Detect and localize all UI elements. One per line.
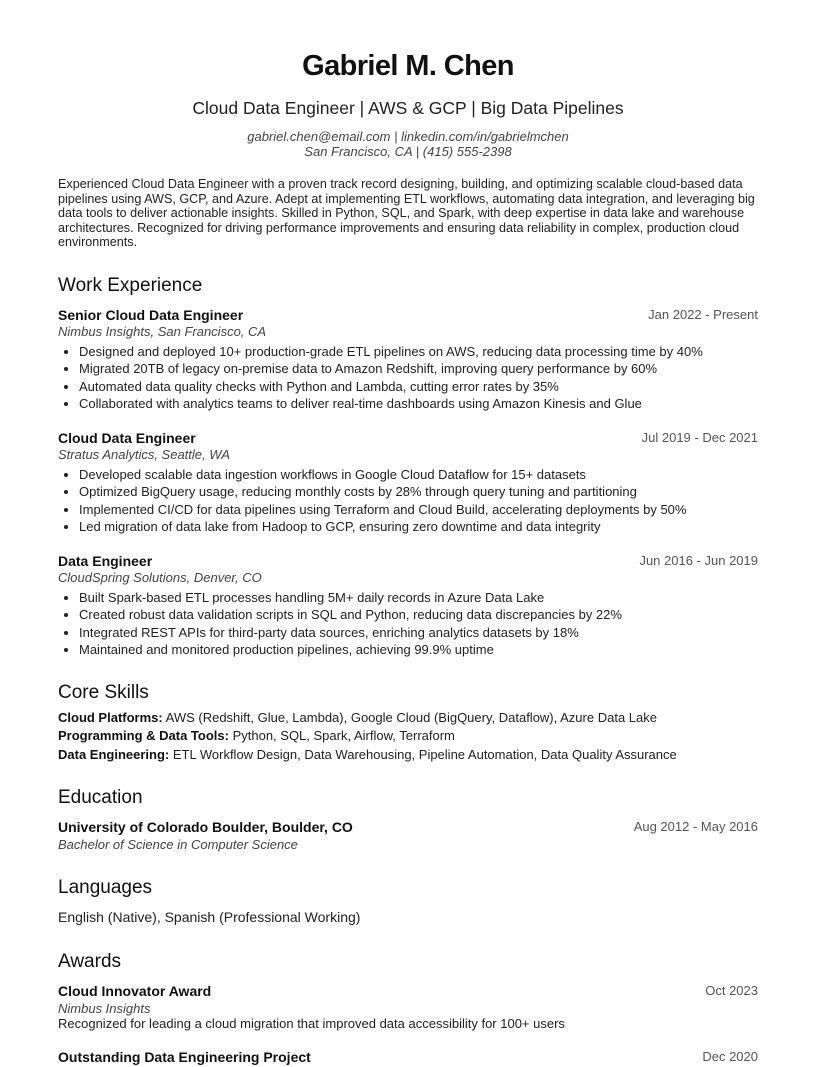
- job-company: CloudSpring Solutions, Denver, CO: [58, 570, 262, 585]
- job-company: Stratus Analytics, Seattle, WA: [58, 447, 230, 462]
- job-bullet: Led migration of data lake from Hadoop to GCP, ensuring zero downtime and data integrity: [58, 518, 758, 535]
- skill-value: Python, SQL, Spark, Airflow, Terraform: [232, 728, 455, 743]
- award-header: [58, 1049, 758, 1067]
- section-title-core-skills: Core Skills: [58, 682, 149, 703]
- section-title-work-experience: Work Experience: [58, 275, 203, 296]
- job-bullet: Created robust data validation scripts in SQL and Python, reducing data discrepancies by 22%: [58, 606, 758, 623]
- section-title-languages: Languages: [58, 877, 153, 898]
- job-header: [58, 430, 758, 448]
- job-bullet: Automated data quality checks with Python and Lambda, cutting error rates by 35%: [58, 378, 758, 395]
- award-organization: Nimbus Insights: [58, 1001, 151, 1016]
- job-title: Data Engineer: [58, 553, 153, 569]
- contact-line-location-phone: San Francisco, CA | (415) 555-2398: [304, 144, 512, 159]
- job-bullets: [58, 343, 758, 412]
- job-bullet: Migrated 20TB of legacy on-premise data to Amazon Redshift, improving query performance by 60%: [58, 360, 758, 377]
- award-description: Recognized for leading a cloud migration that improved data accessibility for 100+ users: [58, 1016, 565, 1031]
- job-title: Cloud Data Engineer: [58, 430, 196, 446]
- job-title: Senior Cloud Data Engineer: [58, 307, 244, 323]
- job-bullet: Designed and deployed 10+ production-grade ETL pipelines on AWS, reducing data processing time by 40%: [58, 343, 758, 360]
- job-dates: Jan 2022 - Present: [648, 307, 758, 322]
- job-company: Nimbus Insights, San Francisco, CA: [58, 324, 267, 339]
- professional-headline: Cloud Data Engineer | AWS & GCP | Big Data Pipelines: [192, 98, 624, 118]
- job-dates: Jul 2019 - Dec 2021: [641, 430, 758, 445]
- skill-label: Data Engineering:: [58, 747, 170, 762]
- job-bullet: Optimized BigQuery usage, reducing monthly costs by 28% through query tuning and partitioning: [58, 483, 758, 500]
- skill-line: [58, 728, 455, 743]
- job-bullets: [58, 466, 758, 535]
- skill-line: [58, 747, 677, 762]
- skill-label: Cloud Platforms:: [58, 710, 163, 725]
- professional-summary: Experienced Cloud Data Engineer with a proven track record designing, building, and optimizing scalable cloud-based data pipelines using AWS, GCP, and Azure. Adept at implementing ETL workflows, automating data integration, and leveraging big data tools to deliver actionable insights. Skilled in Python, SQL, and Spark, with deep expertise in data lake and warehouse architectures. Recognized for driving performance improvements and ensuring data reliability in complex, production cloud environments.: [58, 177, 755, 249]
- skill-label: Programming & Data Tools:: [58, 728, 229, 743]
- skill-line: [58, 710, 657, 725]
- education-header: [58, 819, 758, 837]
- school-name: University of Colorado Boulder, Boulder, CO: [58, 819, 353, 835]
- skill-value: ETL Workflow Design, Data Warehousing, Pipeline Automation, Data Quality Assurance: [172, 747, 677, 762]
- award-title: Cloud Innovator Award: [58, 983, 212, 999]
- job-header: [58, 553, 758, 571]
- job-dates: Jun 2016 - Jun 2019: [639, 553, 758, 568]
- skill-value: AWS (Redshift, Glue, Lambda), Google Cloud (BigQuery, Dataflow), Azure Data Lake: [165, 710, 657, 725]
- job-bullet: Collaborated with analytics teams to deliver real-time dashboards using Amazon Kinesis and Glue: [58, 395, 758, 412]
- candidate-name: Gabriel M. Chen: [302, 50, 514, 82]
- job-bullet: Developed scalable data ingestion workflows in Google Cloud Dataflow for 15+ datasets: [58, 466, 758, 483]
- job-bullet: Built Spark-based ETL processes handling 5M+ daily records in Azure Data Lake: [58, 589, 758, 606]
- education-dates: Aug 2012 - May 2016: [633, 819, 758, 834]
- degree: Bachelor of Science in Computer Science: [58, 837, 298, 852]
- job-bullet: Implemented CI/CD for data pipelines using Terraform and Cloud Build, accelerating deployments by 50%: [58, 501, 758, 518]
- award-title: Outstanding Data Engineering Project: [58, 1049, 311, 1065]
- award-date: Oct 2023: [705, 983, 758, 998]
- award-header: [58, 983, 758, 1001]
- section-title-education: Education: [58, 787, 143, 808]
- job-bullet: Maintained and monitored production pipelines, achieving 99.9% uptime: [58, 641, 758, 658]
- section-title-awards: Awards: [58, 951, 122, 972]
- contact-line-email-linkedin: gabriel.chen@email.com | linkedin.com/in/gabrielmchen: [247, 129, 569, 144]
- job-header: [58, 307, 758, 325]
- award-date: Dec 2020: [702, 1049, 758, 1064]
- job-bullet: Integrated REST APIs for third-party data sources, enriching analytics datasets by 18%: [58, 624, 758, 641]
- job-bullets: [58, 589, 758, 658]
- languages-list: English (Native), Spanish (Professional Working): [58, 909, 361, 925]
